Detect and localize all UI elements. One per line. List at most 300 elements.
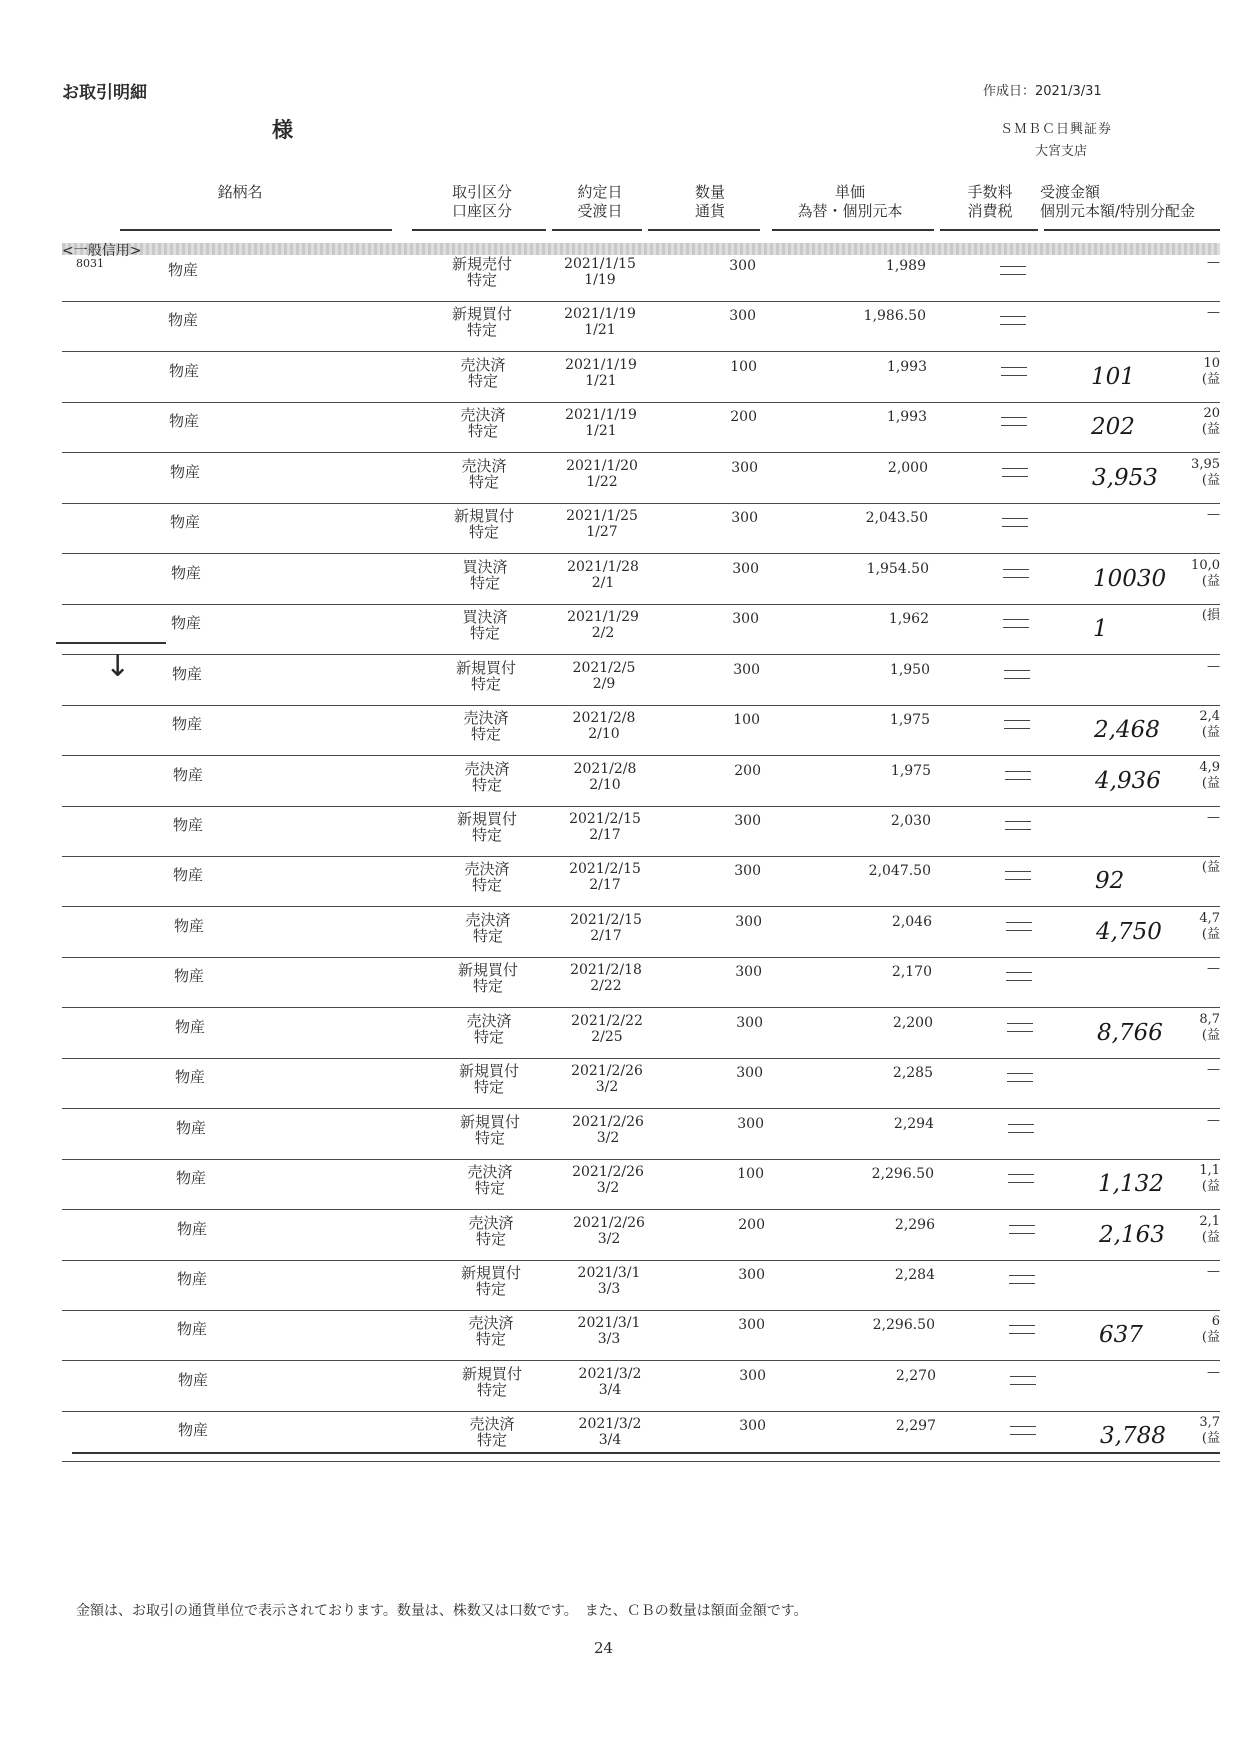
handwritten-amount: 637 xyxy=(1099,1322,1143,1349)
unit-price: 1,989 xyxy=(885,258,926,274)
quantity: 300 xyxy=(739,1367,766,1384)
trade-dates-primary: 2021/2/15 xyxy=(569,861,641,878)
table-row xyxy=(0,554,1240,605)
handwritten-amount: 202 xyxy=(1091,414,1135,441)
unit-price: 2,170 xyxy=(891,964,932,981)
trade-dates xyxy=(553,559,653,591)
settlement-amount: (益 xyxy=(1201,860,1220,876)
trade-dates-primary: 2021/2/8 xyxy=(573,760,637,777)
trade-dates-primary: 2021/2/26 xyxy=(571,1063,643,1080)
trade-dates-secondary: 2/17 xyxy=(589,826,621,843)
quantity: 200 xyxy=(730,409,757,426)
table-row xyxy=(0,1310,1240,1361)
security-name: 物産 xyxy=(168,261,199,279)
handwritten-amount: 8,766 xyxy=(1097,1019,1163,1046)
footer-note: 金額は、お取引の通貨単位で表示されております。数量は、株数又は口数です。 また、ＣＢの数量は額面金額です。 xyxy=(76,1603,808,1619)
trade-dates xyxy=(556,962,656,994)
settlement-amount: — xyxy=(1207,507,1220,523)
column-header-fee: 手数料 消費税 xyxy=(967,183,1013,220)
unit-price: 2,285 xyxy=(892,1065,933,1082)
trade-type-primary: 売決済 xyxy=(465,910,511,929)
trade-dates-secondary: 2/17 xyxy=(590,927,622,944)
trade-type xyxy=(444,660,528,692)
trade-type-primary: 売決済 xyxy=(468,1213,514,1232)
table-row xyxy=(0,1210,1240,1261)
table-row xyxy=(0,1058,1240,1109)
row-divider xyxy=(62,1461,1220,1462)
trade-type xyxy=(446,912,530,944)
table-row xyxy=(0,1361,1240,1412)
trade-type-secondary: 特定 xyxy=(469,573,500,592)
quantity: 300 xyxy=(729,308,756,325)
trade-type-secondary: 特定 xyxy=(474,1128,505,1147)
table-row xyxy=(0,1008,1240,1059)
trade-type xyxy=(445,811,529,843)
trade-type-primary: 新規売付 xyxy=(451,255,512,273)
trade-dates-secondary: 2/22 xyxy=(590,978,622,995)
trade-type-secondary: 特定 xyxy=(476,1380,507,1399)
quantity: 300 xyxy=(734,812,761,829)
fee-dashes xyxy=(1000,309,1026,329)
column-header-amount: 受渡金額 個別元本額/特別分配金 xyxy=(1040,183,1196,220)
fee-dashes xyxy=(1007,1016,1033,1036)
security-name: 物産 xyxy=(170,462,201,481)
trade-dates-secondary: 2/10 xyxy=(588,726,620,743)
security-name: 物産 xyxy=(177,1270,208,1288)
security-code: 8031 xyxy=(76,257,104,270)
trade-type-secondary: 特定 xyxy=(470,725,501,744)
table-row xyxy=(0,503,1240,554)
column-header-price: 単価 為替・個別元本 xyxy=(797,183,903,220)
security-name: 物産 xyxy=(170,513,201,532)
settlement-amount: — xyxy=(1207,658,1220,674)
handwritten-amount: 3,953 xyxy=(1092,464,1158,491)
table-row xyxy=(0,1109,1240,1160)
header-rule xyxy=(412,229,546,231)
trade-dates-primary: 2021/2/15 xyxy=(570,911,642,928)
handwritten-amount: 4,750 xyxy=(1096,918,1162,945)
unit-price: 2,294 xyxy=(893,1115,934,1132)
unit-price: 2,030 xyxy=(890,812,931,829)
trade-dates xyxy=(555,861,655,893)
fee-dashes xyxy=(1002,461,1028,481)
table-row xyxy=(0,756,1240,807)
handwritten-amount: 2,468 xyxy=(1094,717,1160,744)
trade-dates-primary: 2021/2/18 xyxy=(570,962,642,979)
branch-name: 大宮支店 xyxy=(1035,144,1088,159)
trade-type xyxy=(449,1215,533,1247)
trade-dates-secondary: 3/2 xyxy=(595,1079,619,1096)
trade-dates xyxy=(556,912,656,944)
quantity: 200 xyxy=(738,1216,765,1233)
trade-type-primary: 売決済 xyxy=(463,709,509,728)
trade-dates-secondary: 3/2 xyxy=(597,1230,621,1247)
trade-dates-primary: 2021/3/2 xyxy=(578,1365,642,1382)
trade-type-primary: 売決済 xyxy=(464,759,510,778)
fee-dashes xyxy=(1009,1318,1035,1338)
trade-dates xyxy=(552,508,652,540)
handwritten-amount: 1 xyxy=(1093,616,1108,643)
trade-type-secondary: 特定 xyxy=(466,271,497,289)
trade-dates-secondary: 1/27 xyxy=(586,524,618,541)
trade-dates-secondary: 2/9 xyxy=(592,675,616,692)
trade-dates-secondary: 1/21 xyxy=(584,322,616,339)
quantity: 100 xyxy=(733,712,760,729)
trade-dates-secondary: 3/3 xyxy=(597,1331,621,1348)
fee-dashes xyxy=(1006,915,1032,935)
handwritten-amount: 2,163 xyxy=(1099,1221,1165,1248)
trade-type-primary: 売決済 xyxy=(460,406,506,425)
trade-type-primary: 新規買付 xyxy=(453,507,514,526)
trade-type-primary: 新規買付 xyxy=(455,658,516,677)
trade-dates xyxy=(551,407,651,439)
table-row xyxy=(0,1411,1240,1462)
unit-price: 2,043.50 xyxy=(865,510,928,527)
unit-price: 2,270 xyxy=(895,1367,936,1384)
settlement-amount: — xyxy=(1207,305,1220,321)
trade-type-primary: 売決済 xyxy=(468,1314,514,1333)
trade-dates xyxy=(560,1366,660,1398)
fee-dashes xyxy=(1005,764,1031,784)
trade-dates xyxy=(559,1265,659,1297)
trade-dates-primary: 2021/1/29 xyxy=(567,609,639,626)
fee-dashes xyxy=(1010,1419,1036,1439)
trade-type-secondary: 特定 xyxy=(473,1078,504,1097)
fee-dashes xyxy=(1008,1117,1034,1137)
page-title: お取引明細 xyxy=(62,83,147,103)
trade-dates xyxy=(560,1416,660,1448)
settlement-amount: 10 (益 xyxy=(1201,355,1220,387)
settlement-amount: 20 (益 xyxy=(1201,406,1220,438)
security-name: 物産 xyxy=(178,1370,209,1389)
trade-type xyxy=(449,1265,533,1297)
trade-type-primary: 新規買付 xyxy=(459,1112,520,1131)
settlement-amount: — xyxy=(1207,961,1220,977)
unit-price: 1,975 xyxy=(889,712,930,729)
table-row xyxy=(0,806,1240,857)
table-row xyxy=(0,957,1240,1008)
security-name: 物産 xyxy=(174,967,205,986)
quantity: 300 xyxy=(735,964,762,981)
settlement-amount: 1,1 (益 xyxy=(1199,1163,1220,1195)
settlement-amount: 4,7 (益 xyxy=(1199,910,1220,942)
trade-type-primary: 売決済 xyxy=(461,456,507,475)
trade-dates-primary: 2021/3/1 xyxy=(577,1265,641,1281)
unit-price: 2,200 xyxy=(892,1014,933,1031)
unit-price: 1,950 xyxy=(889,661,930,678)
trade-type xyxy=(442,508,526,540)
unit-price: 2,296 xyxy=(894,1216,935,1233)
security-name: 物産 xyxy=(169,361,200,380)
unit-price: 2,297 xyxy=(895,1418,936,1435)
settlement-amount: 8,7 (益 xyxy=(1199,1011,1220,1043)
trade-dates-primary: 2021/2/26 xyxy=(572,1113,644,1130)
fee-dashes xyxy=(1004,713,1030,733)
trade-type-primary: 新規買付 xyxy=(451,305,512,324)
quantity: 300 xyxy=(729,258,756,274)
quantity: 300 xyxy=(739,1418,766,1435)
handwritten-amount: 101 xyxy=(1091,363,1135,390)
trade-dates-secondary: 2/2 xyxy=(591,625,615,642)
quantity: 300 xyxy=(737,1115,764,1132)
trade-dates xyxy=(555,761,655,793)
handwritten-mark-line xyxy=(56,642,166,644)
trade-dates-secondary: 1/19 xyxy=(584,272,616,288)
quantity: 100 xyxy=(730,358,757,375)
created-date: 作成日：2021/3/31 xyxy=(983,84,1102,99)
trade-dates-primary: 2021/3/2 xyxy=(578,1416,642,1433)
header-rule xyxy=(552,229,642,231)
settlement-amount: — xyxy=(1207,255,1220,270)
fee-dashes xyxy=(1005,864,1031,884)
trade-type-primary: 新規買付 xyxy=(460,1264,521,1282)
trade-type xyxy=(447,1013,531,1045)
unit-price: 1,993 xyxy=(886,409,927,426)
table-row xyxy=(0,604,1240,655)
settlement-amount: — xyxy=(1207,809,1220,825)
trade-dates-primary: 2021/1/15 xyxy=(564,256,636,272)
table-bottom-rule xyxy=(72,1452,1220,1454)
trade-dates-secondary: 2/1 xyxy=(591,574,615,591)
settlement-amount: 4,9 (益 xyxy=(1199,759,1220,791)
table-row xyxy=(0,352,1240,403)
trade-type-primary: 新規買付 xyxy=(461,1364,522,1383)
trade-dates-primary: 2021/2/15 xyxy=(569,810,641,827)
table-row xyxy=(0,1260,1240,1311)
trade-type-secondary: 特定 xyxy=(469,624,500,643)
trade-dates xyxy=(555,811,655,843)
table-row xyxy=(0,251,1240,302)
table-row xyxy=(0,705,1240,756)
security-name: 物産 xyxy=(175,1017,206,1036)
unit-price: 1,975 xyxy=(890,762,931,779)
settlement-amount: 2,4 (益 xyxy=(1199,709,1220,741)
trade-type xyxy=(448,1164,532,1196)
trade-type-secondary: 特定 xyxy=(472,926,503,945)
fee-dashes xyxy=(1004,663,1030,683)
header-rule xyxy=(1044,229,1220,231)
settlement-amount: 6 (益 xyxy=(1201,1314,1220,1346)
trade-type-secondary: 特定 xyxy=(467,371,498,390)
security-name: 物産 xyxy=(176,1169,207,1188)
trade-type xyxy=(450,1416,534,1448)
trade-dates-secondary: 2/10 xyxy=(589,776,621,793)
trade-dates xyxy=(558,1114,658,1146)
fee-dashes xyxy=(1003,612,1029,632)
fee-dashes xyxy=(1005,814,1031,834)
unit-price: 1,954.50 xyxy=(866,560,929,577)
trade-dates-secondary: 1/21 xyxy=(585,372,617,389)
trade-dates-primary: 2021/2/26 xyxy=(572,1164,644,1181)
handwritten-amount: 10030 xyxy=(1093,565,1167,592)
quantity: 100 xyxy=(737,1166,764,1183)
trade-type xyxy=(442,458,526,490)
quantity: 300 xyxy=(738,1267,765,1283)
trade-type xyxy=(445,861,529,893)
security-name: 物産 xyxy=(175,1068,206,1087)
trade-dates xyxy=(554,660,654,692)
trade-dates-secondary: 3/2 xyxy=(596,1180,620,1197)
trade-type xyxy=(448,1114,532,1146)
table-row xyxy=(0,453,1240,504)
security-name: 物産 xyxy=(176,1118,207,1137)
trade-dates-secondary: 1/22 xyxy=(586,473,618,490)
trade-dates xyxy=(559,1215,659,1247)
trade-type-secondary: 特定 xyxy=(471,775,502,794)
fee-dashes xyxy=(1002,511,1028,531)
page-number: 24 xyxy=(594,1639,614,1657)
trade-type-secondary: 特定 xyxy=(472,977,503,996)
security-name: 物産 xyxy=(172,664,203,683)
trade-type xyxy=(444,710,528,742)
trade-dates-secondary: 3/3 xyxy=(597,1281,621,1297)
table-row xyxy=(0,301,1240,352)
trade-type-secondary: 特定 xyxy=(475,1229,506,1248)
security-name: 物産 xyxy=(171,563,202,582)
trade-type-primary: 売決済 xyxy=(466,1011,512,1030)
trade-type-primary: 売決済 xyxy=(464,860,510,879)
security-name: 物産 xyxy=(178,1421,209,1440)
trade-type-primary: 売決済 xyxy=(467,1163,513,1182)
security-name: 物産 xyxy=(177,1219,208,1238)
trade-dates xyxy=(557,1063,657,1095)
trade-type-secondary: 特定 xyxy=(471,876,502,895)
security-name: 物産 xyxy=(169,412,200,431)
handwritten-arrow-icon: ↓ xyxy=(105,649,131,684)
quantity: 300 xyxy=(735,913,762,930)
trade-dates-primary: 2021/1/20 xyxy=(566,457,638,474)
section-label: <一般信用> xyxy=(62,243,142,259)
trade-dates-primary: 2021/3/1 xyxy=(577,1315,641,1332)
trade-type xyxy=(440,256,524,288)
trade-dates-secondary: 3/2 xyxy=(596,1129,620,1146)
unit-price: 2,284 xyxy=(894,1267,935,1283)
trade-type-secondary: 特定 xyxy=(475,1280,506,1298)
trade-type-secondary: 特定 xyxy=(473,1027,504,1046)
unit-price: 1,962 xyxy=(888,611,929,628)
column-header-trade-type: 取引区分 口座区分 xyxy=(451,183,512,220)
header-rule xyxy=(120,229,392,231)
trade-type-secondary: 特定 xyxy=(471,825,502,844)
table-row xyxy=(0,402,1240,453)
table-row xyxy=(0,907,1240,958)
fee-dashes xyxy=(1006,965,1032,985)
fee-dashes xyxy=(1000,259,1026,279)
customer-honorific: 様 xyxy=(272,118,293,142)
security-name: 物産 xyxy=(173,765,204,784)
column-header-dates: 約定日 受渡日 xyxy=(577,183,623,220)
quantity: 300 xyxy=(731,510,758,527)
trade-dates xyxy=(550,256,650,288)
trade-type-primary: 買決済 xyxy=(462,608,508,627)
header-rule xyxy=(940,229,1038,231)
quantity: 200 xyxy=(734,762,761,779)
fee-dashes xyxy=(1003,562,1029,582)
trade-type xyxy=(443,559,527,591)
trade-type-primary: 新規買付 xyxy=(458,1062,519,1081)
trade-type xyxy=(443,609,527,641)
trade-dates xyxy=(552,458,652,490)
trade-type-primary: 新規買付 xyxy=(456,809,517,828)
settlement-amount: — xyxy=(1207,1062,1220,1078)
trade-type-primary: 売決済 xyxy=(469,1415,515,1434)
security-name: 物産 xyxy=(171,614,202,633)
settlement-amount: 3,95 (益 xyxy=(1191,456,1220,488)
company-name: ＳＭＢＣ日興証券 xyxy=(1000,122,1113,137)
column-header-quantity: 数量 通貨 xyxy=(694,183,725,220)
unit-price: 2,000 xyxy=(887,459,928,476)
security-name: 物産 xyxy=(172,715,203,734)
settlement-amount: — xyxy=(1207,1112,1220,1128)
fee-dashes xyxy=(1010,1369,1036,1389)
trade-dates xyxy=(559,1315,659,1347)
trade-dates-secondary: 3/4 xyxy=(598,1432,622,1449)
trade-dates-primary: 2021/2/5 xyxy=(572,659,636,676)
header-rule xyxy=(648,229,760,231)
quantity: 300 xyxy=(732,611,759,628)
handwritten-amount: 3,788 xyxy=(1100,1423,1166,1450)
trade-dates-primary: 2021/1/19 xyxy=(565,356,637,373)
settlement-amount: — xyxy=(1207,1264,1220,1279)
fee-dashes xyxy=(1009,1268,1035,1288)
trade-type-primary: 新規買付 xyxy=(457,961,518,980)
trade-dates-primary: 2021/1/19 xyxy=(565,407,637,424)
unit-price: 1,993 xyxy=(886,358,927,375)
column-header-security: 銘柄名 xyxy=(217,183,263,201)
trade-type xyxy=(441,407,525,439)
quantity: 300 xyxy=(736,1065,763,1082)
trade-type-secondary: 特定 xyxy=(476,1431,507,1450)
trade-type xyxy=(441,357,525,389)
trade-type-secondary: 特定 xyxy=(467,422,498,441)
security-name: 物産 xyxy=(168,311,199,330)
trade-dates-secondary: 3/4 xyxy=(598,1381,622,1398)
handwritten-amount: 4,936 xyxy=(1095,767,1161,794)
fee-dashes xyxy=(1001,410,1027,430)
unit-price: 2,296.50 xyxy=(872,1317,935,1334)
trade-dates xyxy=(553,609,653,641)
trade-type-primary: 売決済 xyxy=(460,355,506,374)
fee-dashes xyxy=(1008,1167,1034,1187)
table-row xyxy=(0,655,1240,706)
settlement-amount: (損 xyxy=(1201,608,1220,624)
quantity: 300 xyxy=(736,1014,763,1031)
header-rule xyxy=(772,229,934,231)
trade-type xyxy=(440,306,524,338)
trade-type-secondary: 特定 xyxy=(468,472,499,491)
quantity: 300 xyxy=(731,459,758,476)
trade-dates-primary: 2021/2/22 xyxy=(571,1012,643,1029)
table-row xyxy=(0,856,1240,907)
unit-price: 1,986.50 xyxy=(863,308,926,325)
quantity: 300 xyxy=(738,1317,765,1334)
trade-type xyxy=(446,962,530,994)
unit-price: 2,296.50 xyxy=(871,1166,934,1183)
trade-dates xyxy=(550,306,650,338)
quantity: 300 xyxy=(733,661,760,678)
unit-price: 2,046 xyxy=(891,913,932,930)
security-name: 物産 xyxy=(173,815,204,834)
trade-type-secondary: 特定 xyxy=(468,523,499,542)
trade-dates-primary: 2021/2/26 xyxy=(573,1214,645,1231)
security-name: 物産 xyxy=(173,866,204,885)
trade-dates-primary: 2021/2/8 xyxy=(572,710,636,727)
trade-type xyxy=(445,761,529,793)
fee-dashes xyxy=(1001,360,1027,380)
trade-dates-primary: 2021/1/25 xyxy=(566,508,638,525)
trade-dates-secondary: 2/17 xyxy=(589,877,621,894)
trade-type-secondary: 特定 xyxy=(470,674,501,693)
